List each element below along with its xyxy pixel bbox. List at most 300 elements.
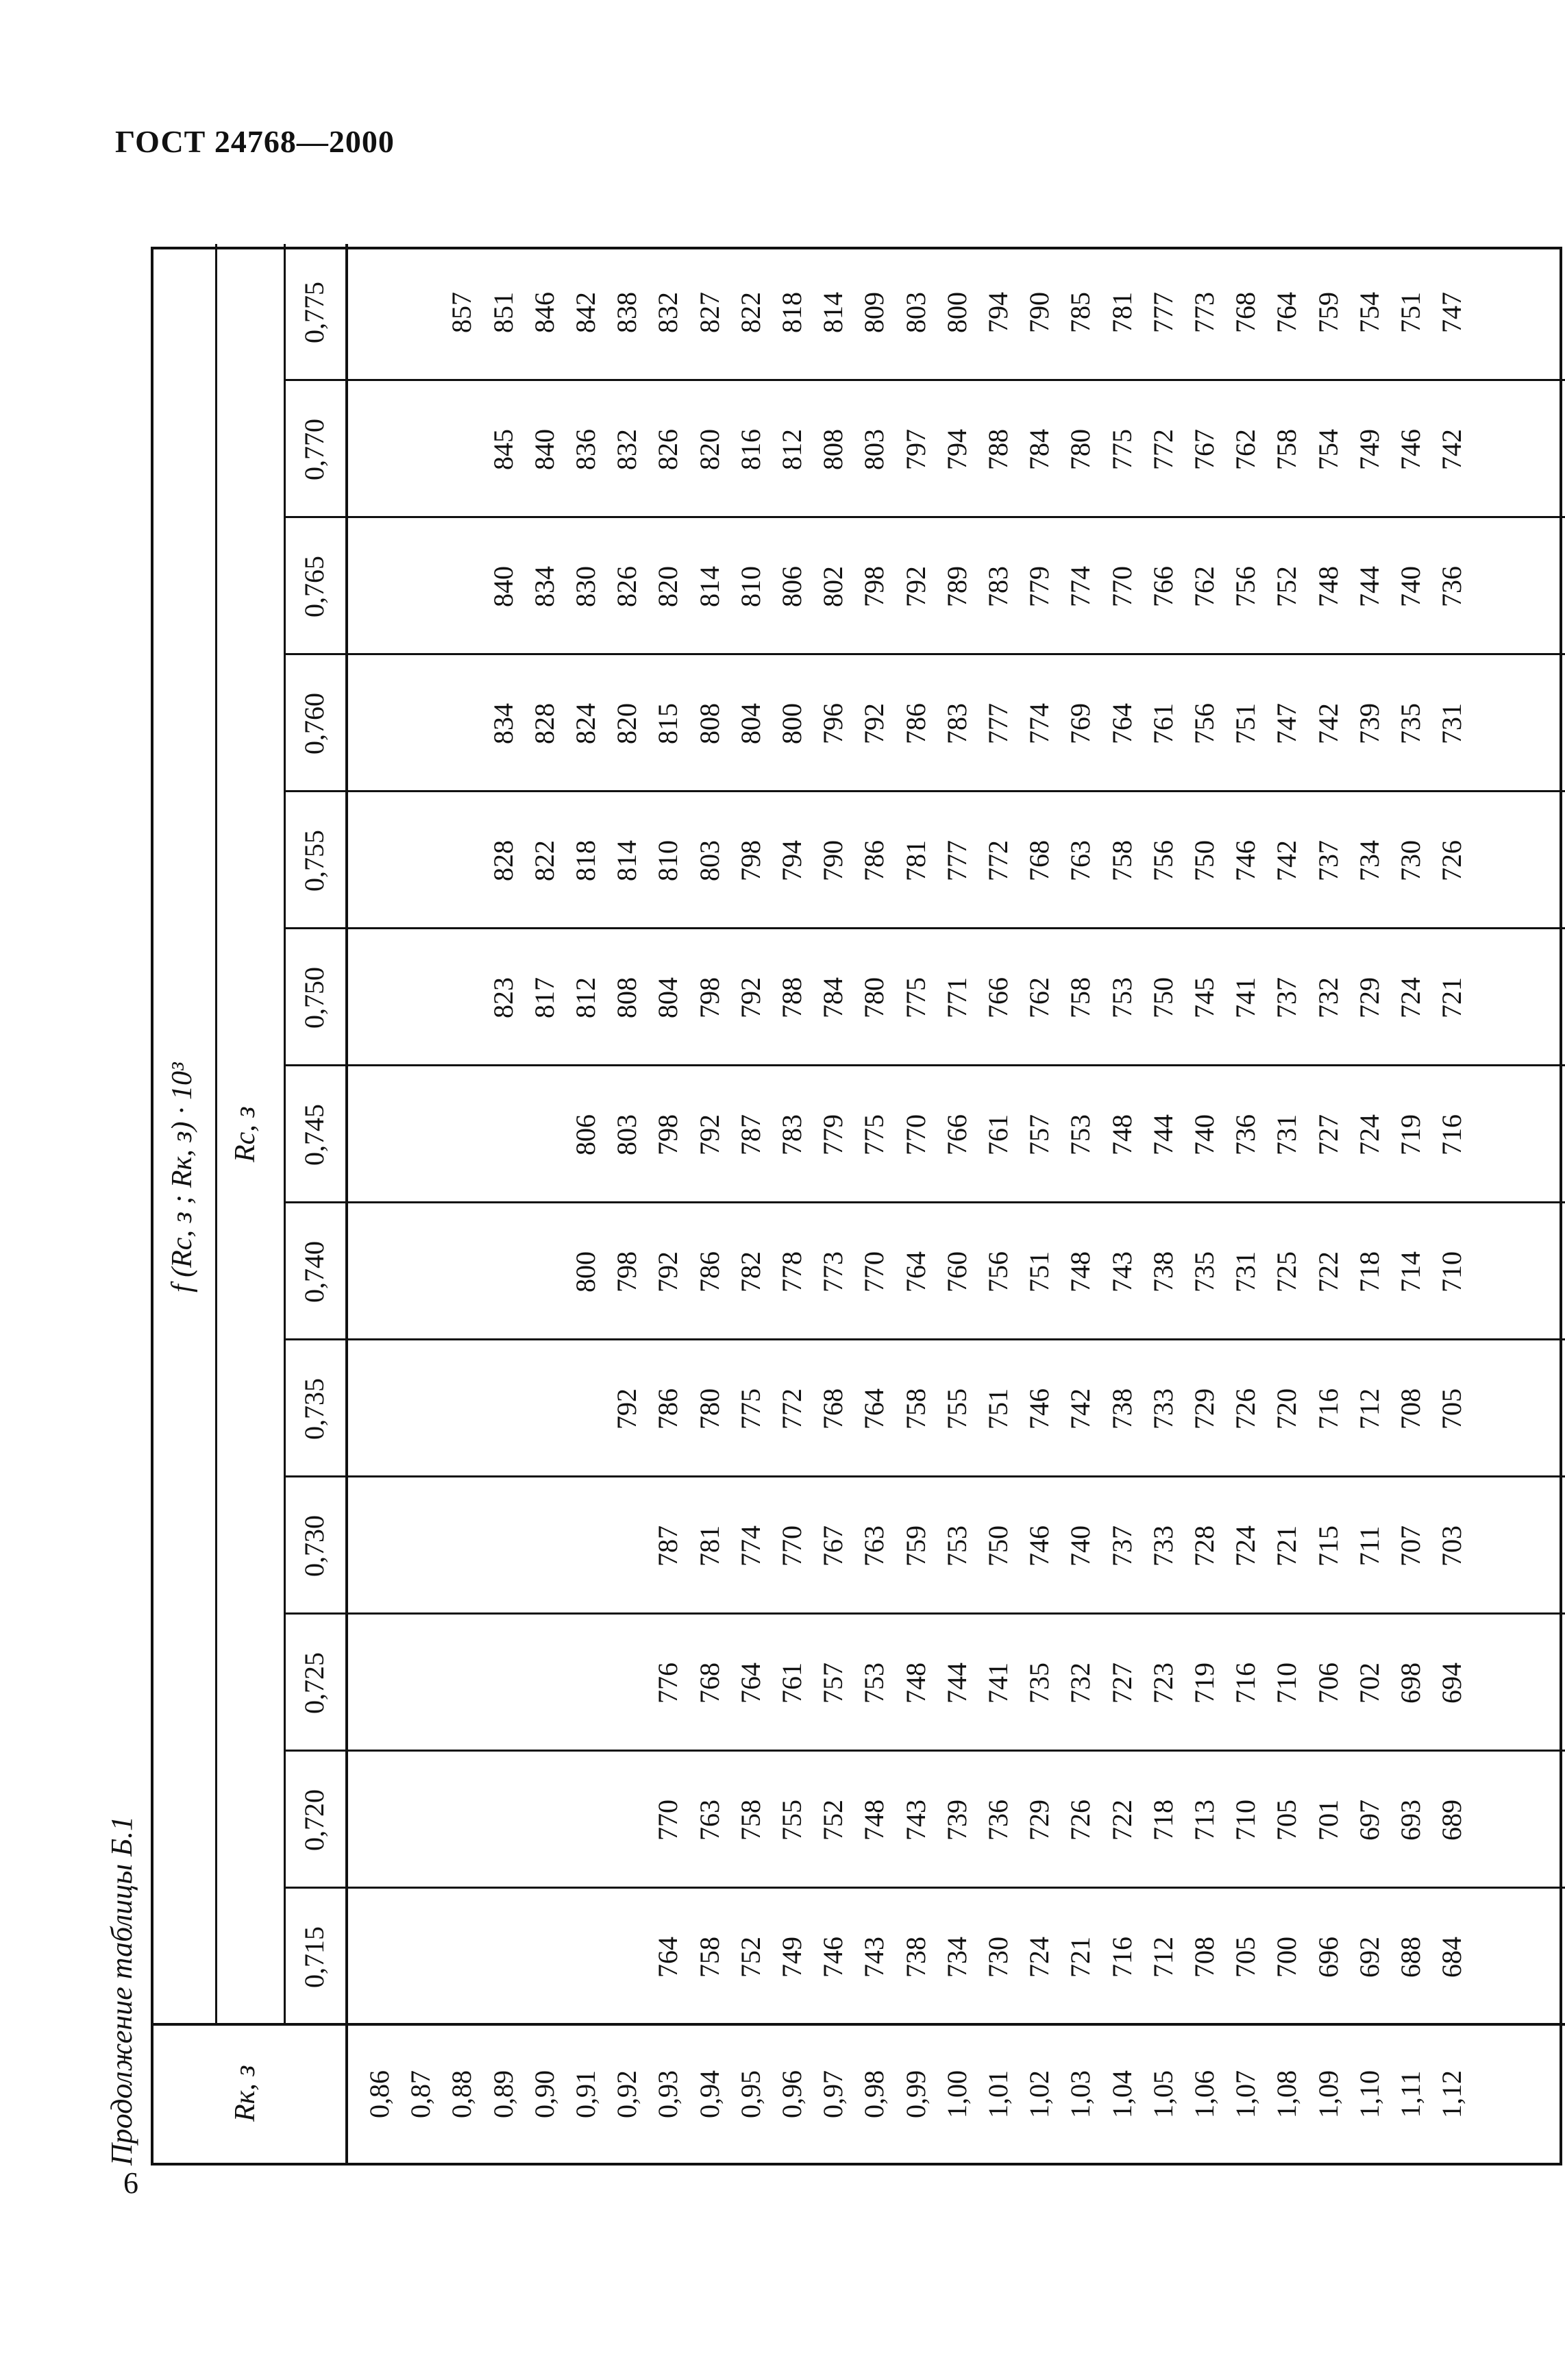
table-cell: 824 — [570, 703, 601, 744]
table-cell: 798 — [611, 1251, 643, 1292]
table-cell: 698 — [1395, 1663, 1426, 1704]
table-cell: 712 — [1353, 1388, 1385, 1430]
table-cell: 790 — [817, 840, 849, 881]
table-cell: 851 — [487, 292, 519, 333]
table-cell: 792 — [859, 703, 890, 744]
table-cell: 802 — [817, 566, 849, 607]
table-cell: 766 — [941, 1114, 972, 1155]
table-cell: 804 — [735, 703, 766, 744]
table-cell: 762 — [1024, 977, 1055, 1018]
table-cell: 740 — [1065, 1525, 1096, 1567]
row-label: 1,08 — [1271, 2070, 1303, 2118]
table-cell: 708 — [1189, 1937, 1220, 1978]
row-label: 0,93 — [652, 2070, 684, 2118]
table-cell: 763 — [693, 1800, 725, 1841]
table-cell: 756 — [1230, 566, 1261, 607]
table-cell: 818 — [570, 840, 601, 881]
row-label: 0,94 — [693, 2070, 725, 2118]
table-cell: 751 — [1230, 703, 1261, 744]
column-header: 0,750 — [299, 967, 330, 1029]
table-cell: 826 — [652, 429, 684, 470]
table-cell: 734 — [1353, 840, 1385, 881]
table-cell: 728 — [1189, 1525, 1220, 1567]
table-cell: 710 — [1271, 1663, 1303, 1704]
row-label: 0,92 — [611, 2070, 643, 2118]
table-cell: 808 — [693, 703, 725, 744]
table-cell: 759 — [900, 1525, 931, 1567]
table-cell: 834 — [487, 703, 519, 744]
table-cell: 720 — [1271, 1388, 1303, 1430]
table-cell: 753 — [1106, 977, 1137, 1018]
table-cell: 724 — [1353, 1114, 1385, 1155]
table-cell: 774 — [1065, 566, 1096, 607]
table-cell: 756 — [1147, 840, 1179, 881]
row-label: 1,10 — [1353, 2070, 1385, 2118]
table-cell: 803 — [859, 429, 890, 470]
document-header: ГОСТ 24768—2000 — [115, 124, 395, 159]
table-cell: 735 — [1024, 1663, 1055, 1704]
table-cell: 740 — [1395, 566, 1426, 607]
table-cell: 747 — [1271, 703, 1303, 744]
table-cell: 770 — [776, 1525, 807, 1567]
table-cell: 782 — [735, 1251, 766, 1292]
table-cell: 770 — [900, 1114, 931, 1155]
row-label: 1,05 — [1147, 2070, 1179, 2118]
table-cell: 729 — [1189, 1388, 1220, 1430]
table-cell: 752 — [817, 1800, 849, 1841]
table-cell: 751 — [983, 1388, 1013, 1430]
table-cell: 715 — [1312, 1525, 1344, 1567]
table-cell: 741 — [1230, 977, 1261, 1018]
table-cell: 857 — [446, 292, 478, 333]
table-cell: 764 — [735, 1663, 766, 1704]
table-cell: 775 — [859, 1114, 890, 1155]
table-cell: 783 — [776, 1114, 807, 1155]
table-cell: 735 — [1395, 703, 1426, 744]
table-cell: 750 — [1189, 840, 1220, 881]
table-cell: 759 — [1312, 292, 1344, 333]
table-cell: 786 — [859, 840, 890, 881]
row-label: 1,12 — [1436, 2070, 1468, 2118]
table-cell: 751 — [1024, 1251, 1055, 1292]
table-cell: 748 — [1106, 1114, 1137, 1155]
table-cell: 798 — [735, 840, 766, 881]
table-cell: 752 — [735, 1937, 766, 1978]
column-header: 0,745 — [299, 1104, 330, 1166]
table-cell: 692 — [1353, 1937, 1385, 1978]
table-cell: 816 — [735, 429, 766, 470]
table-cell: 706 — [1312, 1663, 1344, 1704]
table-cell: 822 — [735, 292, 766, 333]
row-label: 1,00 — [941, 2070, 972, 2118]
column-header: 0,765 — [299, 556, 330, 617]
table-cell: 743 — [859, 1937, 890, 1978]
table-cell: 808 — [817, 429, 849, 470]
table-cell: 708 — [1395, 1388, 1426, 1430]
table-cell: 755 — [776, 1800, 807, 1841]
table-cell: 736 — [1230, 1114, 1261, 1155]
table-cell: 814 — [693, 566, 725, 607]
table-cell: 754 — [1312, 429, 1344, 470]
table-cell: 779 — [1024, 566, 1055, 607]
table-cell: 746 — [1024, 1388, 1055, 1430]
table-cell: 744 — [1147, 1114, 1179, 1155]
table-cell: 721 — [1271, 1525, 1303, 1567]
table-cell: 749 — [1353, 429, 1385, 470]
table-cell: 760 — [941, 1251, 972, 1292]
table-cell: 758 — [1065, 977, 1096, 1018]
table-cell: 778 — [776, 1251, 807, 1292]
table-cell: 808 — [611, 977, 643, 1018]
table-cell: 744 — [941, 1663, 972, 1704]
row-label: 1,03 — [1065, 2070, 1096, 2118]
table-cell: 781 — [693, 1525, 725, 1567]
table-cell: 732 — [1065, 1663, 1096, 1704]
table-cell: 777 — [983, 703, 1013, 744]
table-cell: 721 — [1436, 977, 1468, 1018]
table-cell: 716 — [1436, 1114, 1468, 1155]
table-cell: 790 — [1024, 292, 1055, 333]
function-band-divider — [215, 244, 217, 2026]
table-cell: 780 — [859, 977, 890, 1018]
row-label: 0,88 — [446, 2070, 478, 2118]
table-cell: 742 — [1271, 840, 1303, 881]
table-cell: 783 — [983, 566, 1013, 607]
table-cell: 723 — [1147, 1663, 1179, 1704]
table-cell: 815 — [652, 703, 684, 744]
column-header: 0,730 — [299, 1515, 330, 1577]
table-cell: 700 — [1271, 1937, 1303, 1978]
table-cell: 777 — [1147, 292, 1179, 333]
table-cell: 798 — [693, 977, 725, 1018]
column-header: 0,740 — [299, 1241, 330, 1303]
table-cell: 762 — [1189, 566, 1220, 607]
table-cell: 814 — [611, 840, 643, 881]
row-label: 0,95 — [735, 2070, 766, 2118]
table-cell: 758 — [693, 1937, 725, 1978]
table-cell: 820 — [611, 703, 643, 744]
table-cell: 724 — [1395, 977, 1426, 1018]
table-cell: 767 — [1189, 429, 1220, 470]
table-cell: 826 — [611, 566, 643, 607]
row-label: 0,89 — [487, 2070, 519, 2118]
table-cell: 764 — [1106, 703, 1137, 744]
table-cell: 716 — [1106, 1937, 1137, 1978]
column-header: 0,760 — [299, 693, 330, 755]
column-header: 0,735 — [299, 1378, 330, 1440]
table-cell: 753 — [859, 1663, 890, 1704]
table-cell: 724 — [1230, 1525, 1261, 1567]
table-cell: 767 — [817, 1525, 849, 1567]
table-cell: 800 — [776, 703, 807, 744]
table-cell: 804 — [652, 977, 684, 1018]
row-label: 0,86 — [364, 2070, 395, 2118]
table-cell: 818 — [776, 292, 807, 333]
column-header: 0,775 — [299, 282, 330, 343]
table-cell: 768 — [817, 1388, 849, 1430]
table-cell: 734 — [941, 1937, 972, 1978]
table-cell: 761 — [1147, 703, 1179, 744]
table-cell: 756 — [983, 1251, 1013, 1292]
table-cell: 746 — [817, 1937, 849, 1978]
table-cell: 792 — [611, 1388, 643, 1430]
row-label: 0,90 — [528, 2070, 560, 2118]
row-label: 0,96 — [776, 2070, 807, 2118]
table-cell: 746 — [1395, 429, 1426, 470]
table-cell: 753 — [941, 1525, 972, 1567]
table-cell: 731 — [1271, 1114, 1303, 1155]
table-cell: 764 — [900, 1251, 931, 1292]
table-cell: 775 — [1106, 429, 1137, 470]
table-cell: 713 — [1189, 1800, 1220, 1841]
table-cell: 707 — [1395, 1525, 1426, 1567]
table-cell: 777 — [941, 840, 972, 881]
row-label: 1,11 — [1395, 2070, 1426, 2118]
table-cell: 792 — [735, 977, 766, 1018]
row-label: 1,09 — [1312, 2070, 1344, 2118]
table-cell: 812 — [570, 977, 601, 1018]
table-cell: 748 — [1312, 566, 1344, 607]
table-cell: 806 — [570, 1114, 601, 1155]
table-cell: 784 — [1024, 429, 1055, 470]
table-cell: 716 — [1312, 1388, 1344, 1430]
column-header: 0,720 — [299, 1789, 330, 1851]
table-cell: 722 — [1106, 1800, 1137, 1841]
table-cell: 705 — [1436, 1388, 1468, 1430]
table-cell: 758 — [735, 1800, 766, 1841]
table-cell: 784 — [817, 977, 849, 1018]
table-cell: 710 — [1230, 1800, 1261, 1841]
table-cell: 753 — [1065, 1114, 1096, 1155]
table-cell: 736 — [983, 1800, 1013, 1841]
table-cell: 770 — [859, 1251, 890, 1292]
table-cell: 798 — [652, 1114, 684, 1155]
table-cell: 764 — [652, 1937, 684, 1978]
table-cell: 788 — [983, 429, 1013, 470]
table-cell: 781 — [900, 840, 931, 881]
table-cell: 746 — [1024, 1525, 1055, 1567]
table-cell: 830 — [570, 566, 601, 607]
table-cell: 696 — [1312, 1937, 1344, 1978]
table-cell: 722 — [1312, 1251, 1344, 1292]
table-cell: 739 — [941, 1800, 972, 1841]
table-cell: 842 — [570, 292, 601, 333]
table-cell: 693 — [1395, 1800, 1426, 1841]
table-cell: 792 — [693, 1114, 725, 1155]
data-table — [151, 247, 1562, 2166]
row-label: 1,02 — [1024, 2070, 1055, 2118]
table-cell: 776 — [652, 1663, 684, 1704]
table-cell: 769 — [1065, 703, 1096, 744]
table-cell: 787 — [735, 1114, 766, 1155]
table-cell: 768 — [1024, 840, 1055, 881]
column-header: 0,725 — [299, 1652, 330, 1714]
table-cell: 820 — [693, 429, 725, 470]
table-cell: 716 — [1230, 1663, 1261, 1704]
column-header: 0,715 — [299, 1926, 330, 1988]
table-cell: 845 — [487, 429, 519, 470]
table-cell: 735 — [1189, 1251, 1220, 1292]
table-cell: 836 — [570, 429, 601, 470]
table-cell: 747 — [1436, 292, 1468, 333]
table-cell: 746 — [1230, 840, 1261, 881]
table-cell: 689 — [1436, 1800, 1468, 1841]
table-cell: 794 — [941, 429, 972, 470]
table-cell: 737 — [1271, 977, 1303, 1018]
table-cell: 727 — [1312, 1114, 1344, 1155]
table-cell: 828 — [487, 840, 519, 881]
table-cell: 822 — [528, 840, 560, 881]
table-cell: 701 — [1312, 1800, 1344, 1841]
table-cell: 775 — [900, 977, 931, 1018]
table-cell: 798 — [859, 566, 890, 607]
table-cell: 809 — [859, 292, 890, 333]
table-cell: 738 — [1106, 1388, 1137, 1430]
table-cell: 726 — [1065, 1800, 1096, 1841]
table-cell: 744 — [1353, 566, 1385, 607]
table-cell: 743 — [900, 1800, 931, 1841]
table-cell: 727 — [1106, 1663, 1137, 1704]
table-cell: 703 — [1436, 1525, 1468, 1567]
table-cell: 834 — [528, 566, 560, 607]
table-cell: 761 — [776, 1663, 807, 1704]
table-cell: 774 — [1024, 703, 1055, 744]
table-cell: 718 — [1353, 1251, 1385, 1292]
table-cell: 737 — [1106, 1525, 1137, 1567]
table-cell: 705 — [1230, 1937, 1261, 1978]
table-caption: Продолжение таблицы Б.1 — [105, 1815, 138, 2166]
page-number: 6 — [123, 2166, 138, 2200]
table-cell: 803 — [693, 840, 725, 881]
table-cell: 772 — [1147, 429, 1179, 470]
table-cell: 743 — [1106, 1251, 1137, 1292]
table-cell: 780 — [693, 1388, 725, 1430]
row-label: 1,06 — [1189, 2070, 1220, 2118]
table-cell: 719 — [1395, 1114, 1426, 1155]
table-cell: 737 — [1312, 840, 1344, 881]
table-cell: 792 — [652, 1251, 684, 1292]
table-cell: 724 — [1024, 1937, 1055, 1978]
table-cell: 786 — [900, 703, 931, 744]
table-cell: 761 — [983, 1114, 1013, 1155]
table-cell: 742 — [1436, 429, 1468, 470]
table-cell: 742 — [1312, 703, 1344, 744]
column-header: 0,770 — [299, 419, 330, 480]
table-cell: 730 — [1395, 840, 1426, 881]
table-cell: 770 — [1106, 566, 1137, 607]
table-cell: 780 — [1065, 429, 1096, 470]
table-cell: 748 — [1065, 1251, 1096, 1292]
row-header-label: Rк, з — [230, 2065, 261, 2122]
header-bottom-rule — [345, 244, 348, 2163]
table-cell: 741 — [983, 1663, 1013, 1704]
table-cell: 768 — [693, 1663, 725, 1704]
table-cell: 749 — [776, 1937, 807, 1978]
column-header: 0,755 — [299, 830, 330, 892]
table-cell: 794 — [776, 840, 807, 881]
column-group-label: Rc, з — [230, 1106, 261, 1162]
table-cell: 729 — [1024, 1800, 1055, 1841]
table-cell: 810 — [735, 566, 766, 607]
table-cell: 705 — [1271, 1800, 1303, 1841]
row-label: 0,98 — [859, 2070, 890, 2118]
table-cell: 740 — [1189, 1114, 1220, 1155]
table-cell: 840 — [528, 429, 560, 470]
table-cell: 806 — [776, 566, 807, 607]
table-cell: 702 — [1353, 1663, 1385, 1704]
table-cell: 711 — [1353, 1525, 1385, 1567]
table-cell: 768 — [1230, 292, 1261, 333]
row-label: 1,04 — [1106, 2070, 1137, 2118]
table-cell: 820 — [652, 566, 684, 607]
table-cell: 800 — [570, 1251, 601, 1292]
table-cell: 779 — [817, 1114, 849, 1155]
table-cell: 762 — [1230, 429, 1261, 470]
table-cell: 810 — [652, 840, 684, 881]
table-cell: 684 — [1436, 1937, 1468, 1978]
table-cell: 732 — [1312, 977, 1344, 1018]
table-cell: 788 — [776, 977, 807, 1018]
table-cell: 721 — [1065, 1937, 1096, 1978]
table-cell: 800 — [941, 292, 972, 333]
table-cell: 742 — [1065, 1388, 1096, 1430]
table-cell: 771 — [941, 977, 972, 1018]
table-cell: 764 — [859, 1388, 890, 1430]
table-cell: 733 — [1147, 1388, 1179, 1430]
table-cell: 738 — [1147, 1251, 1179, 1292]
table-cell: 758 — [1106, 840, 1137, 881]
table-cell: 750 — [1147, 977, 1179, 1018]
table-cell: 812 — [776, 429, 807, 470]
row-label: 0,99 — [900, 2070, 931, 2118]
table-cell: 688 — [1395, 1937, 1426, 1978]
table-cell: 764 — [1271, 292, 1303, 333]
row-label: 0,91 — [570, 2070, 601, 2118]
table-cell: 745 — [1189, 977, 1220, 1018]
table-cell: 766 — [1147, 566, 1179, 607]
table-cell: 719 — [1189, 1663, 1220, 1704]
table-cell: 757 — [817, 1663, 849, 1704]
table-cell: 774 — [735, 1525, 766, 1567]
table-cell: 773 — [1189, 292, 1220, 333]
table-cell: 817 — [528, 977, 560, 1018]
table-cell: 823 — [487, 977, 519, 1018]
table-cell: 718 — [1147, 1800, 1179, 1841]
table-cell: 730 — [983, 1937, 1013, 1978]
row-label: 1,01 — [983, 2070, 1013, 2118]
table-cell: 840 — [487, 566, 519, 607]
table-cell: 748 — [900, 1663, 931, 1704]
table-cell: 726 — [1436, 840, 1468, 881]
table-cell: 739 — [1353, 703, 1385, 744]
table-cell: 714 — [1395, 1251, 1426, 1292]
table-cell: 756 — [1189, 703, 1220, 744]
table-cell: 794 — [983, 292, 1013, 333]
table-cell: 755 — [941, 1388, 972, 1430]
table-cell: 772 — [776, 1388, 807, 1430]
table-cell: 832 — [652, 292, 684, 333]
function-label: f (Rc, з ; Rк, з) · 10³ — [167, 1062, 198, 1292]
table-cell: 786 — [693, 1251, 725, 1292]
table-cell: 846 — [528, 292, 560, 333]
table-cell: 827 — [693, 292, 725, 333]
table-cell: 796 — [817, 703, 849, 744]
table-cell: 797 — [900, 429, 931, 470]
table-cell: 786 — [652, 1388, 684, 1430]
table-cell: 725 — [1271, 1251, 1303, 1292]
row-label: 0,87 — [405, 2070, 436, 2118]
table-cell: 726 — [1230, 1388, 1261, 1430]
